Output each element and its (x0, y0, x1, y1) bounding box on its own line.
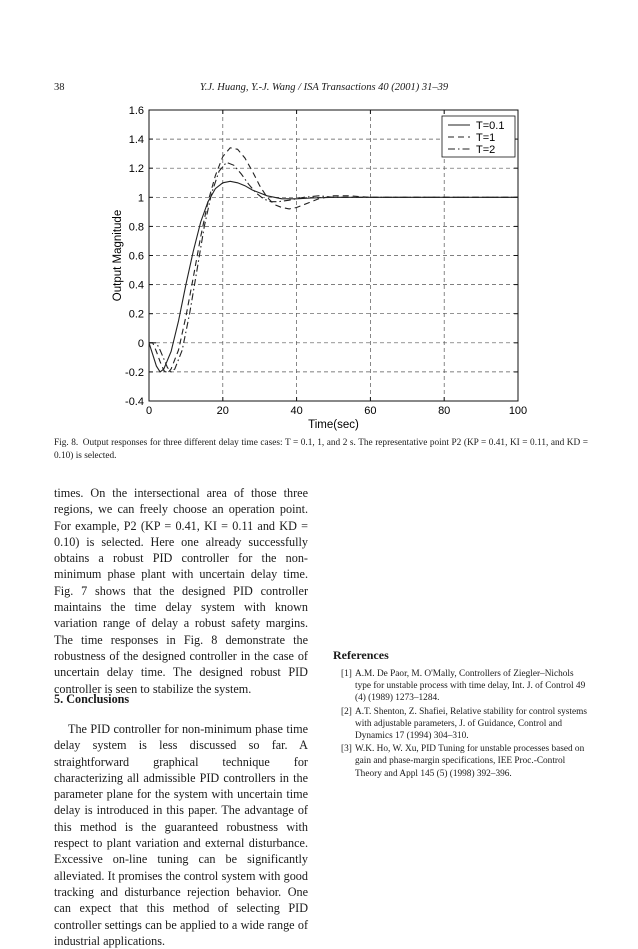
page-number: 38 (54, 82, 65, 93)
y-tick-label: 1.2 (128, 163, 144, 176)
reference-number: [1] (341, 669, 352, 679)
conclusions-paragraph: The PID controller for non-minimum phase time delay system is less discussed so far. A straightforward graphical technique for characterizing all admissible PID controllers in the parameter plane for the system with uncertain time delay is introduced in this paper. The advantage of this method is the guaranteed robustness with respect to plant variation and external disturbance. Excessive on-line tuning can be significantly alleviated. It promises the control system with good tracking and disturbance rejection behavior. One can expect that this method of selecting PID controller settings can be applied to a wide range of industrial applications. (54, 722, 308, 948)
caption-text: Output responses for three different delay time cases: T = 0.1, 1, and 2 s. The representative point P2 (KP = 0.41, KI = 0.11, and KD = 0.10) is selected. (54, 438, 589, 461)
legend-label: T=1 (476, 132, 496, 144)
reference-item (333, 743, 587, 780)
y-tick-label: 0.8 (128, 221, 144, 234)
y-tick-label: 0.6 (128, 250, 144, 263)
y-tick-label: 0.4 (128, 279, 144, 292)
y-tick-label: 1.6 (128, 105, 144, 117)
x-tick-label: 100 (508, 405, 528, 417)
reference-text: A.T. Shenton, Z. Shafiei, Relative stability for control systems with adjustable parameters, J. of Guidance, Control and Dynamics 17 (1994) 304–310. (355, 706, 587, 742)
y-tick-label: -0.2 (125, 366, 144, 379)
x-tick-label: 80 (438, 405, 451, 417)
reference-item (333, 668, 587, 705)
legend-label: T=0.1 (476, 120, 505, 132)
figure-8-chart (0, 0, 638, 440)
y-tick-label: 0.2 (128, 308, 144, 321)
references-list (333, 668, 587, 781)
reference-text: W.K. Ho, W. Xu, PID Tuning for unstable processes based on gain and phase-margin specifications, IEE Proc.-Control Theory and Appl 145 (5) (1998) 392–396. (355, 744, 585, 779)
figure-caption (54, 437, 588, 463)
references-heading: References (333, 648, 389, 662)
y-tick-label: -0.4 (125, 396, 144, 408)
legend-label: T=2 (476, 144, 496, 156)
x-tick-label: 60 (364, 405, 377, 417)
body-left-column (54, 485, 308, 697)
series-line-t2 (149, 162, 518, 372)
y-axis-label: Output Magnitude (112, 209, 124, 302)
conclusions-column (54, 721, 308, 949)
body-paragraph: times. On the intersectional area of those three regions, we can freely choose an operation point. For example, P2 (KP = 0.41, KI = 0.11 and KD = 0.10) is selected. Here one already successfully obtains a robust PID controller for the non-minimum phase plant with uncertain delay time. Fig. 7 shows that the designed PID controller maintains the time delay system with known variation range of delay a robust safety margins. The time responses in Fig. 8 demonstrate the robustness of the designed controller in the case of uncertain delay time. The designed robust PID controller is seen to stabilize the system. (54, 486, 308, 696)
x-tick-label: 40 (290, 405, 303, 417)
y-tick-label: 1.4 (128, 134, 144, 147)
y-tick-label: 1 (137, 192, 144, 205)
section-heading-conclusions: 5. Conclusions (54, 692, 130, 706)
reference-item (333, 706, 587, 743)
reference-text: A.M. De Paor, M. O'Mally, Controllers of Ziegler–Nichols type for unstable process with time delay, Int. J. of Control 49 (4) (1989) 1273–1284. (355, 669, 586, 704)
series-line-t1 (149, 148, 518, 374)
series-line-t01 (149, 181, 518, 372)
x-tick-label: 20 (216, 405, 229, 417)
y-tick-label: 0 (137, 337, 144, 350)
reference-number: [2] (341, 706, 352, 717)
running-title: Y.J. Huang, Y.-J. Wang / ISA Transactions 40 (2001) 31–39 (199, 82, 449, 93)
x-axis-label: Time(sec) (308, 419, 359, 431)
x-tick-label: 0 (145, 405, 153, 417)
caption-label: Fig. 8. (54, 438, 79, 448)
reference-number: [3] (341, 744, 352, 755)
